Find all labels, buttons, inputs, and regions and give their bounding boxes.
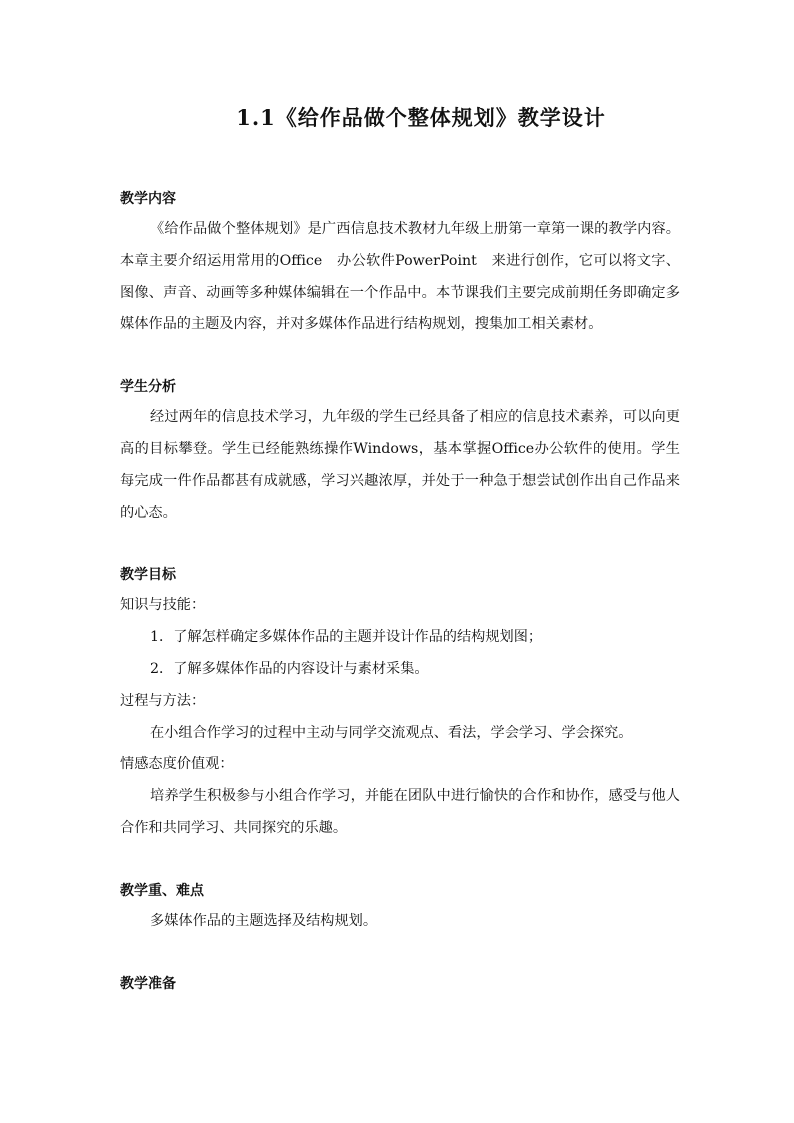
section-heading-students: 学生分析	[120, 379, 176, 396]
section-heading-goals: 教学目标	[120, 567, 176, 584]
knowledge-label: 知识与技能：	[120, 597, 206, 614]
spacer	[120, 938, 680, 969]
students-paragraph: 经过两年的信息技术学习，九年级的学生已经具备了相应的信息技术素养，可以向更高的目标攀登。学生已经能熟练操作Windows，基本掌握Office办公软件的使用。学生每完成一件作品都甚有成就感，学习兴趣浓厚，并处于一种急于想尝试创作出自己作品来的心态。	[120, 409, 680, 521]
section-heading-key-points: 教学重、难点	[120, 882, 204, 899]
section-goals	[120, 560, 680, 844]
spacer	[120, 845, 680, 876]
document-title: 1.1《给作品做个整体规划》教学设计	[236, 105, 606, 130]
spacer	[120, 529, 680, 560]
emotion-text: 培养学生积极参与小组合作学习，并能在团队中进行愉快的合作和协作，感受与他人合作和共同学习、共同探究的乐趣。	[120, 788, 680, 836]
section-students	[120, 372, 680, 529]
content-paragraph: 《给作品做个整体规划》是广西信息技术教材九年级上册第一章第一课的教学内容。本章主要介绍运用常用的Office 办公软件PowerPoint 来进行创作，它可以将文字、图像、声音、动画等多种媒体编辑在一个作品中。本节课我们主要完成前期任务即确定多媒体作品的主题及内容，并对多媒体作品进行结构规划，搜集加工相关素材。	[120, 221, 680, 333]
section-heading-content: 教学内容	[120, 191, 176, 207]
spacer	[120, 341, 680, 372]
document-page	[120, 96, 680, 999]
section-content	[120, 184, 680, 341]
process-label: 过程与方法：	[120, 692, 206, 709]
spacer	[120, 140, 680, 184]
section-heading-preparation: 教学准备	[120, 975, 176, 992]
knowledge-item-1: 1．了解怎样确定多媒体作品的主题并设计作品的结构规划图；	[150, 629, 543, 646]
process-text: 在小组合作学习的过程中主动与同学交流观点、看法，学会学习、学会探究。	[150, 724, 633, 741]
knowledge-item-2: 2．了解多媒体作品的内容设计与素材采集。	[150, 660, 429, 677]
section-preparation	[120, 969, 680, 999]
key-points-paragraph: 多媒体作品的主题选择及结构规划。	[150, 912, 378, 929]
section-key-points	[120, 876, 680, 938]
emotion-label: 情感态度价值观：	[120, 756, 234, 773]
